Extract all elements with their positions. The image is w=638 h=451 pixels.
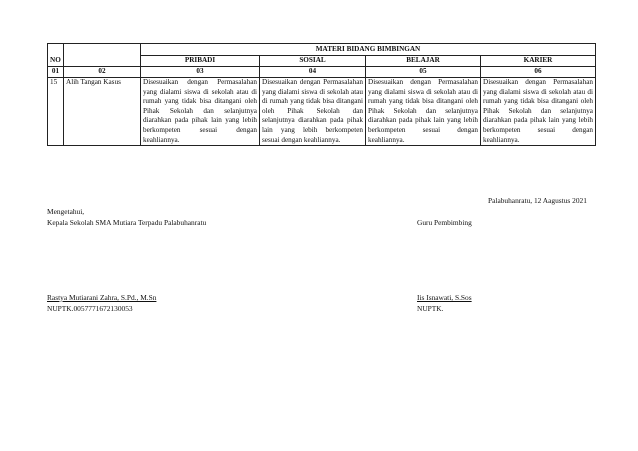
counselor-title: Guru Pembimbing — [417, 218, 472, 227]
guidance-materials-table — [47, 43, 596, 146]
column-header-pribadi: PRIBADI — [141, 56, 260, 67]
column-header-sosial: SOSIAL — [260, 56, 366, 67]
cell-pribadi: Disesuaikan dengan Permasalahan yang dialami siswa di sekolah atau di rumah yang tidak bisa ditangani oleh Pihak Sekolah dan selanjutnya diarahkan pada pihak lain yang lebih berkompeten sesuai dengan keahliannya. — [141, 78, 260, 146]
column-number: 02 — [64, 67, 141, 78]
cell-sosial: Disesuaikan dengan Permasalahan yang dialami siswa di sekolah atau di rumah yang tidak bisa ditangani oleh Pihak Sekolah dan selanjutnya diarahkan pada pihak lain yang lebih berkompeten sesuai dengan keahliannya. — [260, 78, 366, 146]
cell-belajar: Disesuaikan dengan Permasalahan yang dialami siswa di sekolah atau di rumah yang tidak bisa ditangani oleh Pihak Sekolah dan selanjutnya diarahkan pada pihak lain yang lebih berkompeten sesuai dengan keahliannya. — [366, 78, 481, 146]
column-number: 04 — [260, 67, 366, 78]
principal-title: Kepala Sekolah SMA Mutiara Terpadu Palabuhanratu — [47, 218, 207, 227]
no-header: NO — [48, 44, 64, 67]
table-row — [48, 78, 596, 146]
topic-header — [64, 44, 141, 67]
row-topic: Alih Tangan Kasus — [64, 78, 141, 146]
acknowledged-label: Mengetahui, — [47, 207, 85, 216]
principal-id: NUPTK.0057771672130053 — [47, 304, 133, 313]
column-number: 01 — [48, 67, 64, 78]
row-number: 15 — [48, 78, 64, 146]
column-header-belajar: BELAJAR — [366, 56, 481, 67]
place-date: Palabuhanratu, 12 Aagustus 2021 — [488, 196, 587, 205]
cell-karier: Disesuaikan dengan Permasalahan yang dialami siswa di sekolah atau di rumah yang tidak bisa ditangani oleh Pihak Sekolah dan selanjutnya diarahkan pada pihak lain yang lebih berkompeten sesuai dengan keahliannya. — [481, 78, 596, 146]
principal-name: Rastya Mutiarani Zahra, S.Pd., M.Sn — [47, 293, 157, 302]
column-header-karier: KARIER — [481, 56, 596, 67]
column-number: 06 — [481, 67, 596, 78]
counselor-name: Iis Isnawati, S.Sos — [417, 293, 472, 302]
counselor-id: NUPTK. — [417, 304, 444, 313]
column-number: 05 — [366, 67, 481, 78]
table-title: MATERI BIDANG BIMBINGAN — [141, 44, 596, 56]
column-number: 03 — [141, 67, 260, 78]
